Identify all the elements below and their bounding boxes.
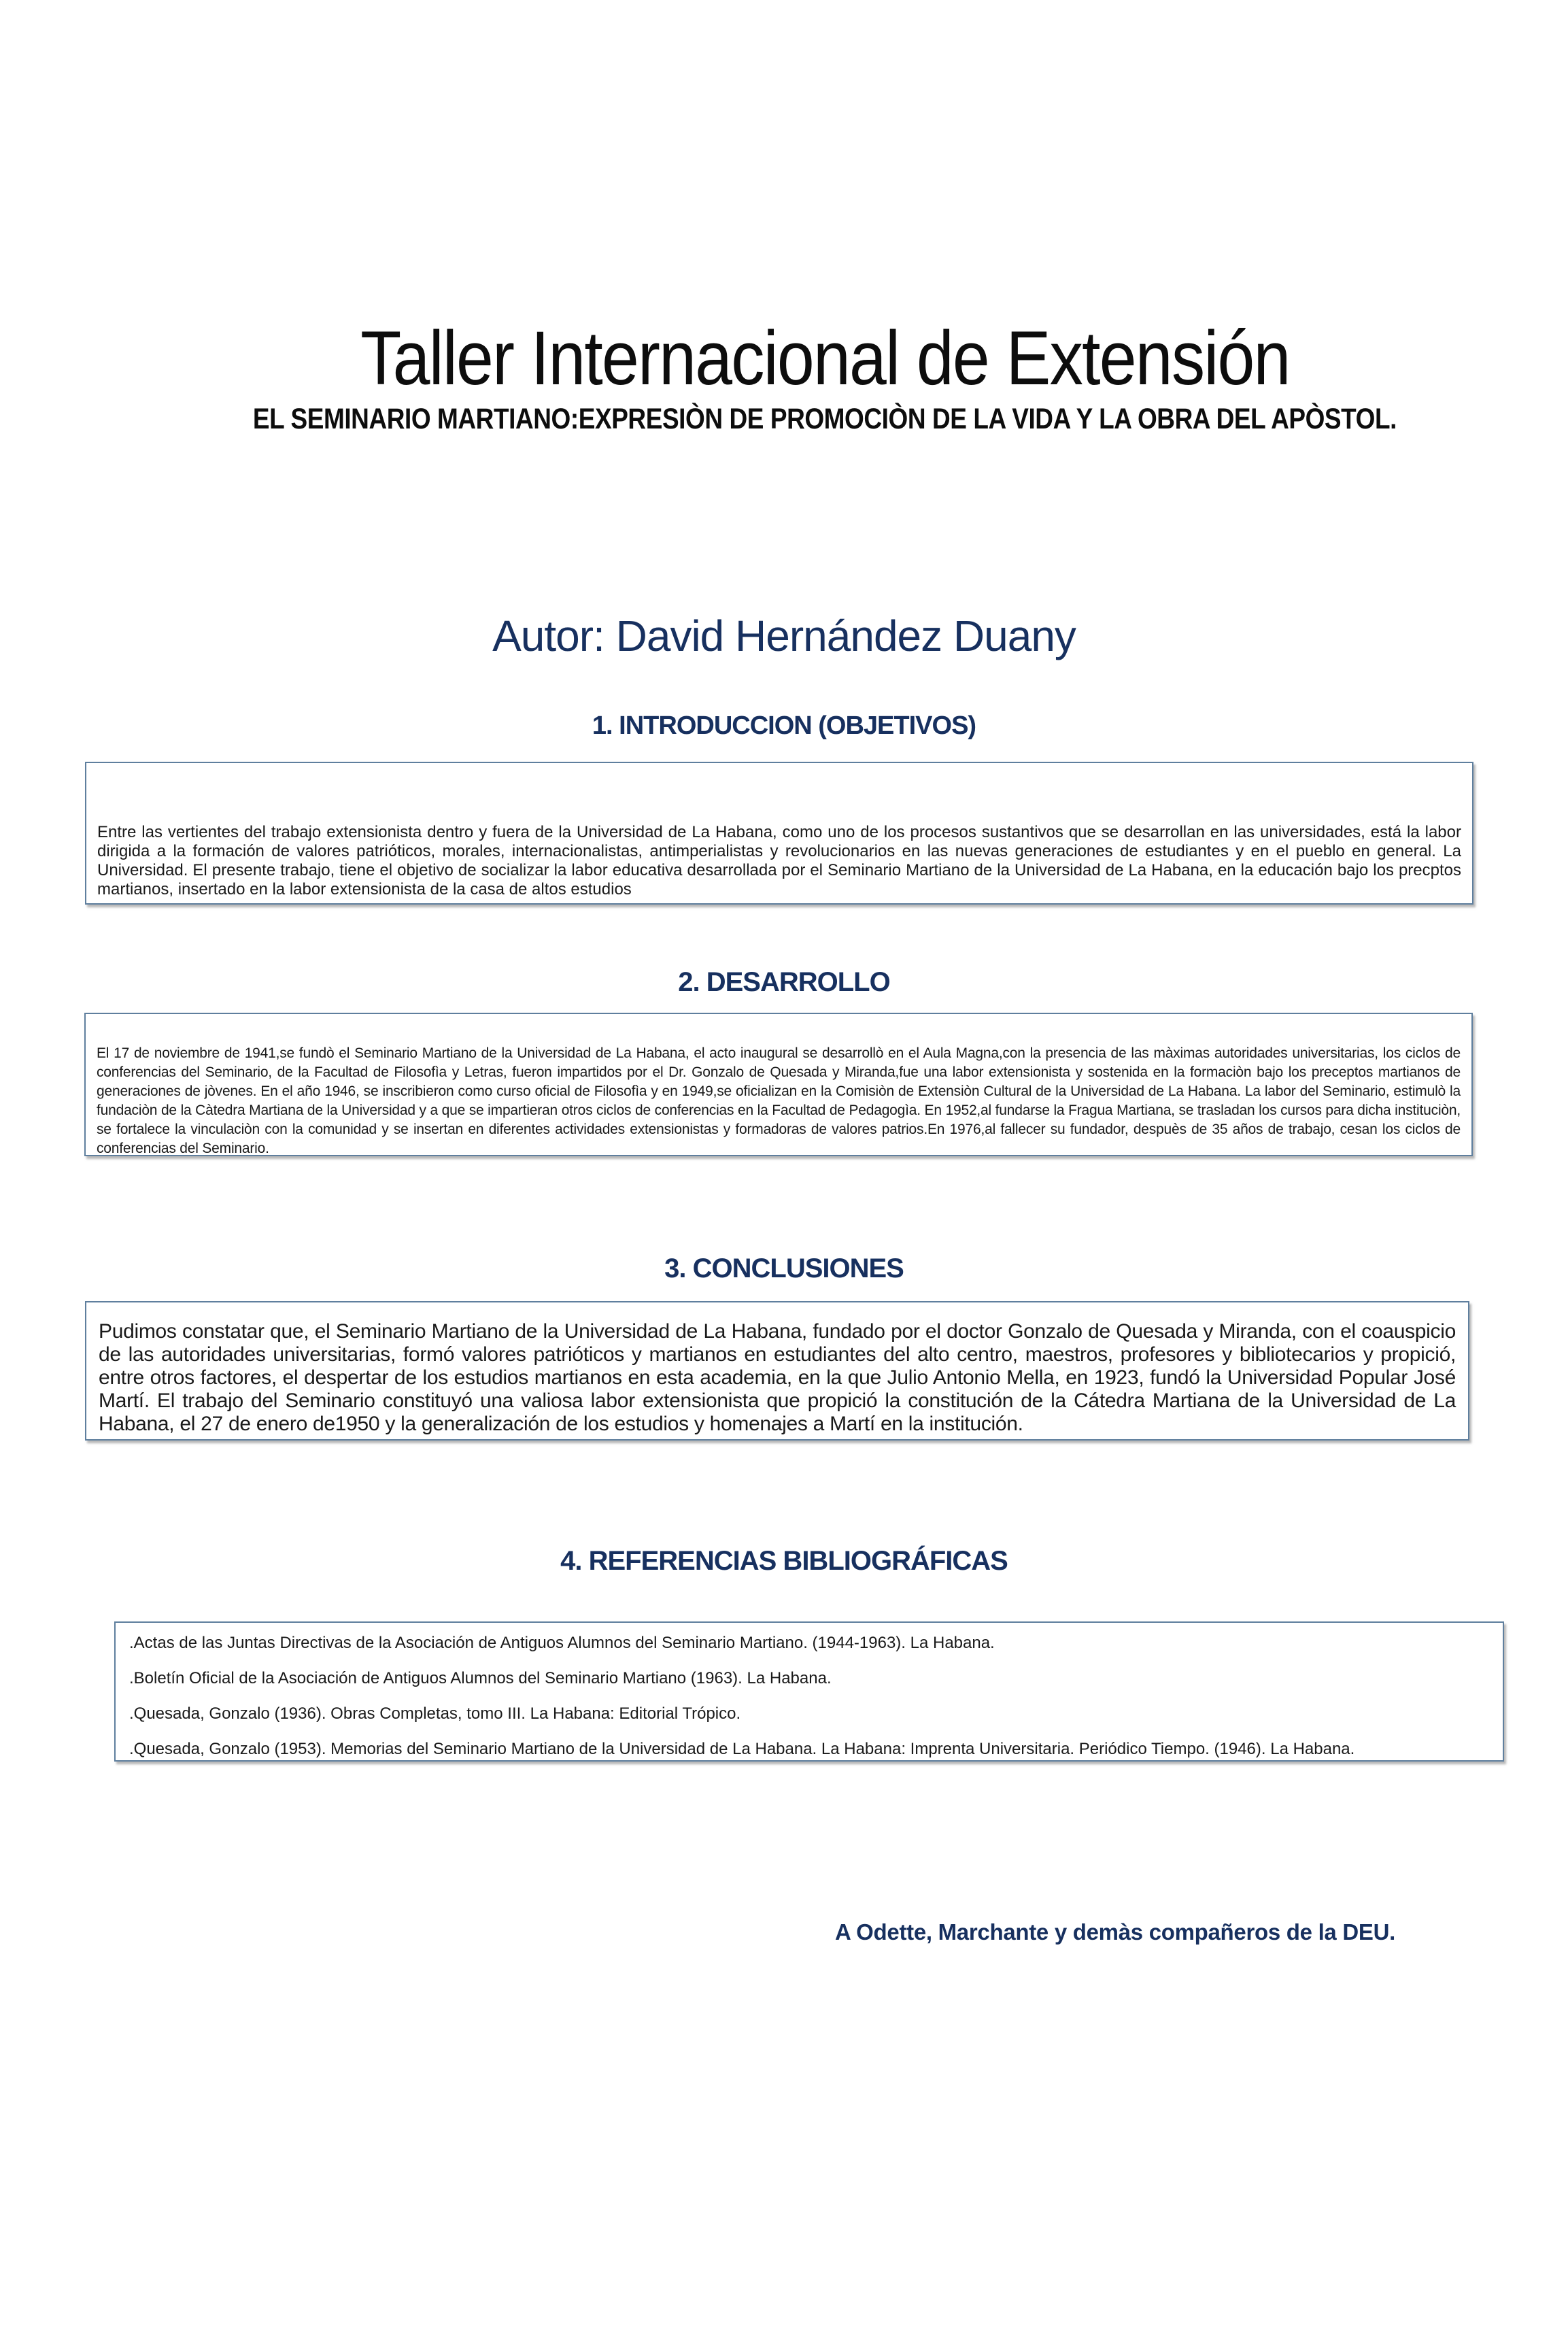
reference-item: .Actas de las Juntas Directivas de la Asociación de Antiguos Alumnos del Seminario Martiano. (1944-1963). La Habana. — [129, 1634, 995, 1652]
desarrollo-body-text: El 17 de noviembre de 1941,se fundò el Seminario Martiano de la Universidad de La Habana, el acto inaugural se desarrollò en el Aula Magna,con la presencia de las màximas autoridades universitarias, los ciclos de conferencias del Seminario, de la Facultad de Filosofìa y Letras, fueron impartidos por el Dr. Gonzalo de Quesada y Miranda,fue una labor extensionista y sostenida en la formaciòn bajo los preceptos martianos de generaciones de jòvenes. En el año 1946, se inscribieron como curso oficial de Filosofìa y en 1949,se oficializan en la Comisiòn de Extensiòn Cultural de la Universidad de La Habana. La labor del Seminario, estimulò la fundaciòn de la Càtedra Martiana de la Universidad y a que se impartieran otros ciclos de conferencias en la Facultad de Pedagogìa. En 1952,al fundarse la Fragua Martiana, se trasladan los cursos para dicha instituciòn, se fortalece la vinculaciòn con la comunidad y se insertan en diferentes actividades extensionistas y formadoras de valores patrios.En 1976,al fallecer su fundador, despuès de 35 años de trabajo, cesan los ciclos de conferencias del Seminario. — [97, 1045, 1461, 1156]
reference-item: .Boletín Oficial de la Asociación de Antiguos Alumnos del Seminario Martiano (1963). La Habana. — [129, 1669, 832, 1687]
page-subtitle — [82, 399, 1568, 436]
conclusiones-body-text: Pudimos constatar que, el Seminario Martiano de la Universidad de La Habana, fundado por el doctor Gonzalo de Quesada y Miranda, con el coauspicio de las autoridades universitarias, formó valores patrióticos y martianos en estudiantes del alto centro, maestros, profesores y bibliotecarios y propició, entre otros factores, el despertar de los estudios martianos en esta academia, en la que Julio Antonio Mella, en 1923, fundó la Universidad Popular José Martí. El trabajo del Seminario constituyó una valiosa labor extensionista que propició la constitución de la Cátedra Martiana de la Universidad de La Habana, el 27 de enero de1950 y la generalización de los estudios y homenajes a Martí en la institución. — [99, 1320, 1456, 1435]
author-line: Autor: David Hernández Duany — [492, 611, 1076, 660]
section-heading-introduccion: 1. INTRODUCCION (OBJETIVOS) — [592, 711, 976, 740]
section-heading-desarrollo: 2. DESARROLLO — [678, 967, 890, 997]
conclusiones-text-box — [85, 1301, 1469, 1441]
page-subtitle-text: EL SEMINARIO MARTIANO:EXPRESIÒN DE PROMOCIÒN DE LA VIDA Y LA OBRA DEL APÒSTOL. — [252, 402, 1397, 435]
introduccion-body-text: Entre las vertientes del trabajo extensionista dentro y fuera de la Universidad de La Habana, como uno de los procesos sustantivos que se desarrollan en las universidades, está la labor dirigida a la formación de valores patrióticos, morales, internacionalistas, antimperialistas y revolucionarios en las nuevas generaciones de estudiantes y en el pueblo en general. La Universidad. El presente trabajo, tiene el objetivo de socializar la labor educativa desarrollada por el Seminario Martiano de la Universidad de La Habana, en la educación bajo los precptos martianos, insertado en la labor extensionista de la casa de altos estudios — [97, 823, 1461, 898]
page-title — [82, 318, 1568, 399]
reference-item: .Quesada, Gonzalo (1953). Memorias del Seminario Martiano de la Universidad de La Habana. La Habana: Imprenta Universitaria. Periódico Tiempo. (1946). La Habana. — [129, 1740, 1355, 1758]
poster-header — [82, 318, 1568, 436]
section-heading-conclusiones: 3. CONCLUSIONES — [664, 1253, 904, 1283]
referencias-text-box — [114, 1621, 1504, 1762]
introduccion-text-box — [85, 762, 1473, 905]
section-heading-referencias: 4. REFERENCIAS BIBLIOGRÁFICAS — [560, 1546, 1008, 1576]
page-title-text: Taller Internacional de Extensión — [360, 316, 1290, 401]
desarrollo-text-box — [84, 1013, 1473, 1156]
acknowledgment-line: A Odette, Marchante y demàs compañeros de la DEU. — [835, 1919, 1395, 1945]
reference-item: .Quesada, Gonzalo (1936). Obras Completas, tomo III. La Habana: Editorial Trópico. — [129, 1704, 741, 1723]
